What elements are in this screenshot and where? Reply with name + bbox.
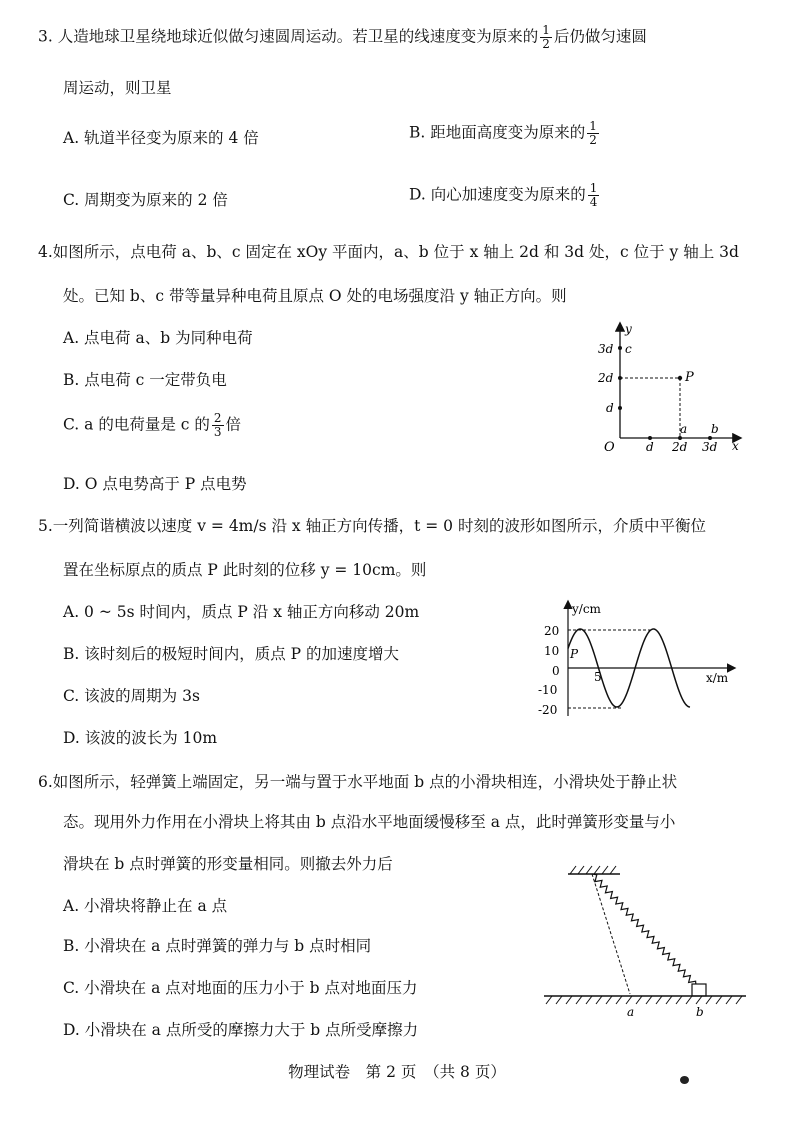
svg-text:c: c	[625, 342, 632, 356]
q4-option-c-fraction: $\frac{2}{3}$	[213, 411, 222, 439]
q5-option-b[interactable]: B. 该时刻后的极短时间内，质点 P 的加速度增大	[63, 645, 400, 663]
q6-ceiling-hatch	[570, 866, 616, 874]
q6-stem-line3: 滑块在 b 点时弹簧的形变量相同。则撤去外力后	[63, 855, 393, 873]
q5-option-a[interactable]: A. 0 ~ 5s 时间内，质点 P 沿 x 轴正方向移动 20m	[63, 603, 420, 621]
svg-text:b: b	[711, 422, 719, 436]
q6-option-a[interactable]: A. 小滑块将静止在 a 点	[63, 897, 228, 915]
q4-point-b	[708, 436, 712, 440]
q4-coordinate-figure	[590, 318, 750, 458]
q5-stem-line1: 5.一列简谐横波以速度 v = 4m/s 沿 x 轴正方向传播，t = 0 时刻的波形如图所示，介质中平衡位	[38, 517, 706, 535]
q6-option-d[interactable]: D. 小滑块在 a 点所受的摩擦力大于 b 点所受摩擦力	[63, 1021, 419, 1039]
q3-option-a[interactable]: A. 轨道半径变为原来的 4 倍	[63, 129, 259, 147]
q4-point-a	[678, 436, 682, 440]
q5-y-tick-minus10: -10	[538, 683, 558, 697]
q3-stem-text: 人造地球卫星绕地球近似做匀速圆周运动。若卫星的线速度变为原来的	[57, 27, 539, 46]
q5-y-tick-0: 0	[552, 664, 560, 678]
svg-text:P: P	[685, 370, 694, 385]
q4-option-d[interactable]: D. O 点电势高于 P 点电势	[63, 475, 247, 493]
q4-y-axis-label: y	[625, 322, 632, 336]
q3-option-c[interactable]: C. 周期变为原来的 2 倍	[63, 191, 228, 209]
q4-y-tick-2d: 2d	[598, 371, 614, 385]
q3-option-b-fraction: $\frac{1}{2}$	[589, 119, 597, 147]
q5-y-tick-minus20: -20	[538, 703, 558, 717]
q4-x-tick-d: d	[646, 440, 654, 454]
page-mark	[680, 1076, 689, 1084]
q4-stem-line2: 处。已知 b、c 带等量异种电荷且原点 O 处的电场强度沿 y 轴正方向。则	[63, 287, 567, 305]
q4-point-c	[618, 346, 622, 350]
q5-option-d[interactable]: D. 该波的波长为 10m	[63, 729, 218, 747]
q4-option-b[interactable]: B. 点电荷 c 一定带负电	[63, 371, 227, 389]
page-footer: 物理试卷 第 2 页 （共 8 页）	[288, 1063, 506, 1081]
q6-stem-line2: 态。现用外力作用在小滑块上将其由 b 点沿水平地面缓慢移至 a 点，此时弹簧形变量与小	[63, 813, 676, 831]
q3-option-b[interactable]: B. 距地面高度变为原来的 $\frac{1}{2}$	[409, 119, 597, 147]
q5-option-c[interactable]: C. 该波的周期为 3s	[63, 687, 200, 705]
q4-y-tick-d: d	[606, 401, 614, 415]
q5-x-tick-5: 5	[594, 670, 602, 684]
q4-origin-label: O	[604, 440, 615, 455]
q4-y-tick-3d: 3d	[598, 342, 614, 356]
q4-tick-dot-d	[618, 406, 622, 410]
q5-stem-line2: 置在坐标原点的质点 P 此时刻的位移 y = 10cm。则	[63, 561, 427, 579]
q6-ground-hatch	[546, 996, 742, 1004]
q6-spring	[592, 874, 696, 986]
q5-point-p-label: P	[570, 647, 579, 661]
q6-label-b: b	[696, 1005, 704, 1019]
q6-slider-block	[692, 984, 706, 996]
q5-y-axis-label: y/cm	[572, 602, 601, 616]
q5-y-tick-10: 10	[544, 644, 560, 658]
q4-option-c[interactable]: C. a 的电荷量是 c 的 $\frac{2}{3}$ 倍	[63, 411, 242, 439]
q6-spring-figure	[540, 862, 760, 1022]
q6-option-c[interactable]: C. 小滑块在 a 点对地面的压力小于 b 点对地面压力	[63, 979, 418, 997]
q3-stem-line1: 3. 人造地球卫星绕地球近似做匀速圆周运动。若卫星的线速度变为原来的 $\frac{1}{2}$ 后仍做匀速圆	[38, 23, 647, 51]
q3-option-d[interactable]: D. 向心加速度变为原来的 $\frac{1}{4}$	[409, 181, 598, 209]
q6-stem-line1: 6.如图所示，轻弹簧上端固定，另一端与置于水平地面 b 点的小滑块相连，小滑块处于静止状	[38, 773, 678, 791]
q4-stem-line1: 4.如图所示，点电荷 a、b、c 固定在 xOy 平面内，a、b 位于 x 轴上 2d 和 3d 处，c 位于 y 轴上 3d	[38, 243, 739, 261]
q4-tick-dot-xd	[648, 436, 652, 440]
q5-wave-figure	[530, 598, 740, 720]
q6-label-a: a	[627, 1005, 635, 1019]
q3-stem-line2: 周运动，则卫星	[63, 79, 172, 97]
svg-text:a: a	[680, 422, 688, 436]
q3-stem-fraction: $\frac{1}{2}$	[542, 23, 550, 51]
q5-y-tick-20: 20	[544, 624, 560, 638]
q6-option-b[interactable]: B. 小滑块在 a 点时弹簧的弹力与 b 点时相同	[63, 937, 372, 955]
q4-option-a[interactable]: A. 点电荷 a、b 为同种电荷	[63, 329, 253, 347]
q5-x-axis-label: x/m	[706, 671, 729, 685]
q4-x-axis-label: x	[732, 439, 739, 453]
q4-x-tick-3d: 3d	[702, 440, 718, 454]
q3-option-d-fraction: $\frac{1}{4}$	[589, 181, 598, 209]
q4-x-tick-2d: 2d	[672, 440, 688, 454]
